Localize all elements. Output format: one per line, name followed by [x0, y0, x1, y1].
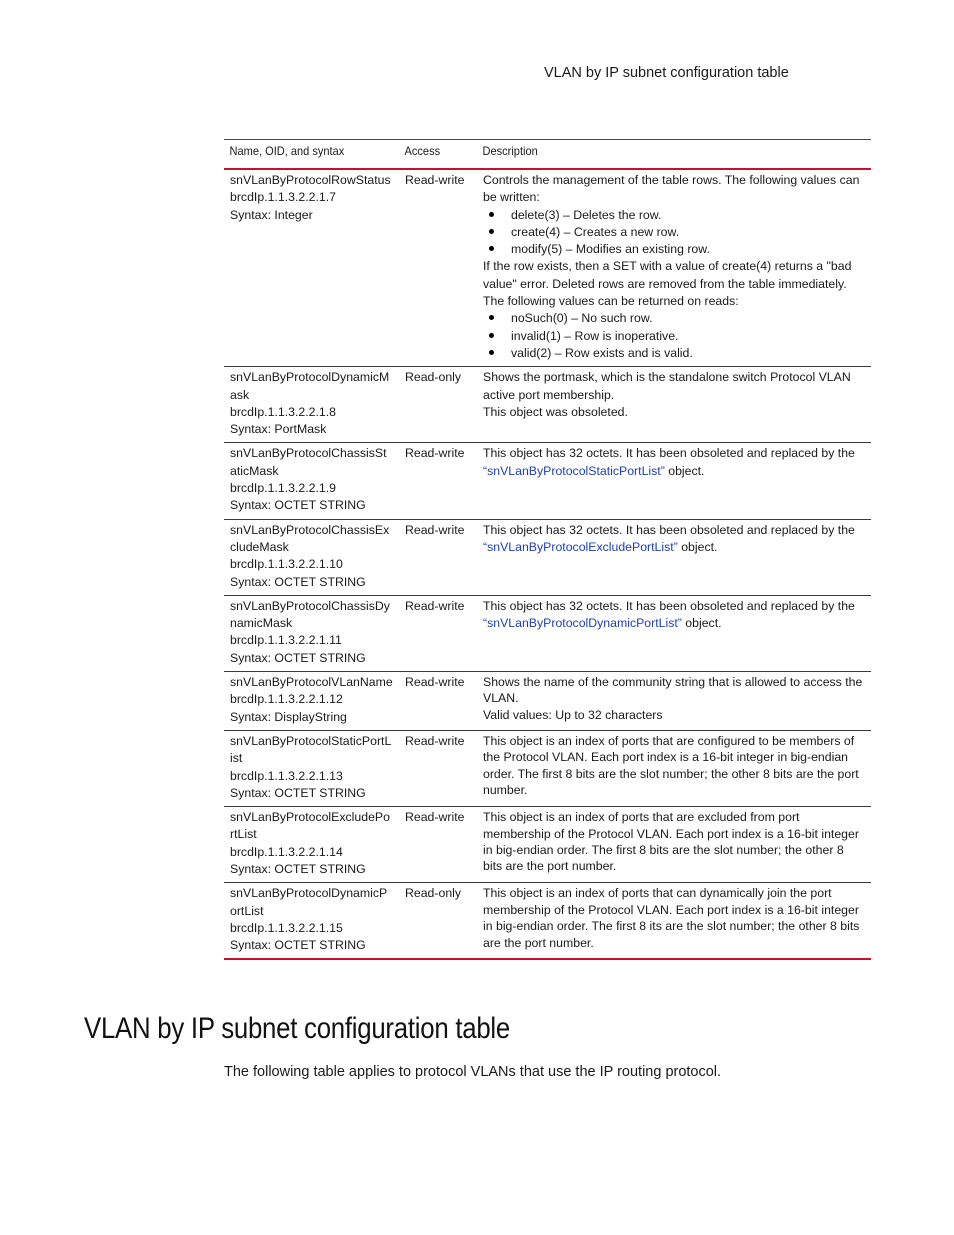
- object-name: snVLanByProtocolChassisDynamicMask: [230, 598, 390, 631]
- description-text: This object has 32 octets. It has been obsoleted and replaced by the: [483, 522, 855, 537]
- table-header-row: [224, 140, 871, 170]
- object-name: snVLanByProtocolRowStatus: [230, 173, 391, 187]
- object-syntax: Syntax: OCTET STRING: [230, 498, 366, 513]
- description-cell: [477, 672, 871, 731]
- header-name-oid-syntax: Name, OID, and syntax: [224, 140, 385, 170]
- description-text: If the row exists, then a SET with a value of create(4) returns a "bad value" error. Deleted rows are removed from the table immediately.: [483, 259, 852, 291]
- access-cell: Read-write: [399, 807, 477, 883]
- access-cell: Read-only: [399, 367, 477, 443]
- object-oid: brcdIp.1.1.3.2.2.1.14: [230, 844, 343, 859]
- cross-reference-link[interactable]: “snVLanByProtocolDynamicPortList”: [483, 616, 682, 631]
- object-oid: brcdIp.1.1.3.2.2.1.7: [230, 190, 336, 205]
- object-syntax: Syntax: DisplayString: [230, 709, 347, 724]
- description-text: This object was obsoleted.: [483, 404, 628, 419]
- table-row: [224, 367, 871, 443]
- object-syntax: Syntax: OCTET STRING: [230, 938, 366, 953]
- object-name-cell: [224, 519, 399, 595]
- object-oid: brcdIp.1.1.3.2.2.1.15: [230, 920, 343, 935]
- description-text: Shows the portmask, which is the standalone switch Protocol VLAN active port membership.: [483, 370, 851, 402]
- object-name: snVLanByProtocolStaticPortList: [230, 733, 392, 766]
- table-row: [224, 807, 871, 883]
- access-cell: Read-write: [399, 443, 477, 519]
- object-name-cell: [224, 672, 399, 731]
- access-cell: Read-only: [405, 886, 462, 901]
- bullet-list: [483, 207, 865, 259]
- description-cell: [477, 595, 871, 671]
- object-syntax: Syntax: PortMask: [230, 422, 327, 437]
- list-item: noSuch(0) – No such row.: [483, 310, 865, 327]
- description-text: This object has 32 octets. It has been obsoleted and replaced by the: [483, 598, 855, 613]
- object-name-cell: [224, 807, 399, 883]
- access-cell: Read-write: [399, 672, 477, 731]
- object-syntax: Syntax: OCTET STRING: [230, 650, 366, 665]
- description-text: Valid values: Up to 32 characters: [483, 707, 663, 722]
- object-name-cell: [224, 883, 399, 960]
- description-cell: [477, 883, 871, 960]
- bullet-list: [483, 310, 865, 362]
- running-header: VLAN by IP subnet configuration table: [544, 65, 789, 81]
- object-name-cell: [224, 730, 399, 806]
- description-text: This object is an index of ports that can dynamically join the port membership of the Protocol VLAN. Each port index is a 16-bit integer in big-endian order. The first 8 its are the slot number; the other 8 bits are the port number.: [483, 886, 860, 950]
- access-cell: Read-write: [399, 169, 477, 367]
- header-description: Description: [477, 140, 839, 170]
- table-row: [224, 443, 871, 519]
- description-text: This object has 32 octets. It has been obsoleted and replaced by the: [483, 446, 855, 461]
- object-name-cell: [224, 367, 399, 443]
- description-cell: [477, 807, 871, 883]
- object-syntax: Syntax: OCTET STRING: [230, 861, 366, 876]
- object-syntax: Syntax: OCTET STRING: [230, 574, 366, 589]
- list-item: delete(3) – Deletes the row.: [483, 207, 865, 224]
- description-text: The following values can be returned on reads:: [483, 294, 739, 309]
- list-item: valid(2) – Row exists and is valid.: [483, 345, 865, 362]
- object-oid: brcdIp.1.1.3.2.2.1.12: [230, 692, 343, 707]
- description-text: This object is an index of ports that are configured to be members of the Protocol VLAN. Each port index is a 16-bit integer in big-endian order. The first 8 bits are the slot number; the other 8 bits are the port number.: [483, 733, 859, 798]
- description-text: This object is an index of ports that are excluded from port membership of the Protocol VLAN. Each port index is a 16-bit integer in big-endian order. The first 8 bits are the slot number; the other 8 bits are the port number.: [483, 810, 859, 874]
- table-row: [224, 672, 871, 731]
- description-text: Controls the management of the table rows. The following values can be written:: [483, 173, 860, 205]
- description-cell: [477, 443, 871, 519]
- object-name: snVLanByProtocolVLanName: [230, 675, 393, 690]
- object-name: snVLanByProtocolChassisExcludeMask: [230, 522, 390, 554]
- table-row: [224, 169, 871, 367]
- table-row: [224, 595, 871, 671]
- object-oid: brcdIp.1.1.3.2.2.1.8: [230, 404, 336, 419]
- description-cell: [477, 519, 871, 595]
- description-text: object.: [681, 616, 722, 631]
- description-text: Shows the name of the community string that is allowed to access the VLAN.: [483, 675, 863, 706]
- description-cell: [477, 367, 871, 443]
- description-cell: [477, 169, 871, 367]
- table-row: [224, 883, 871, 960]
- list-item: create(4) – Creates a new row.: [483, 224, 865, 241]
- object-oid: brcdIp.1.1.3.2.2.1.10: [230, 557, 343, 572]
- access-cell: Read-write: [399, 730, 477, 806]
- description-text: object.: [677, 539, 718, 554]
- object-name: snVLanByProtocolDynamicMask: [230, 370, 390, 402]
- description-cell: [477, 730, 871, 806]
- access-cell: Read-write: [399, 519, 477, 595]
- list-item: invalid(1) – Row is inoperative.: [483, 328, 865, 345]
- object-oid: brcdIp.1.1.3.2.2.1.11: [230, 633, 342, 648]
- object-syntax: Syntax: OCTET STRING: [230, 785, 366, 800]
- object-syntax: Syntax: Integer: [230, 207, 313, 222]
- section-title: VLAN by IP subnet configuration table: [84, 1012, 510, 1045]
- object-oid: brcdIp.1.1.3.2.2.1.13: [230, 768, 343, 783]
- object-name: snVLanByProtocolChassisStaticMask: [230, 446, 387, 478]
- intro-paragraph: The following table applies to protocol VLANs that use the IP routing protocol.: [224, 1064, 722, 1080]
- object-name-cell: [224, 595, 399, 671]
- object-oid: brcdIp.1.1.3.2.2.1.9: [230, 481, 336, 496]
- cross-reference-link[interactable]: “snVLanByProtocolStaticPortList”: [483, 463, 665, 478]
- description-text: object.: [664, 463, 705, 478]
- object-name: snVLanByProtocolExcludePortList: [230, 810, 390, 842]
- mib-object-table: [224, 139, 871, 960]
- object-name-cell: [224, 169, 399, 367]
- table-row: [224, 730, 871, 806]
- list-item: modify(5) – Modifies an existing row.: [483, 241, 865, 258]
- object-name: snVLanByProtocolDynamicPortList: [230, 886, 388, 918]
- header-access: Access: [399, 140, 471, 170]
- object-name-cell: [224, 443, 399, 519]
- cross-reference-link[interactable]: “snVLanByProtocolExcludePortList”: [483, 539, 678, 554]
- access-cell: Read-write: [399, 595, 477, 671]
- table-row: [224, 519, 871, 595]
